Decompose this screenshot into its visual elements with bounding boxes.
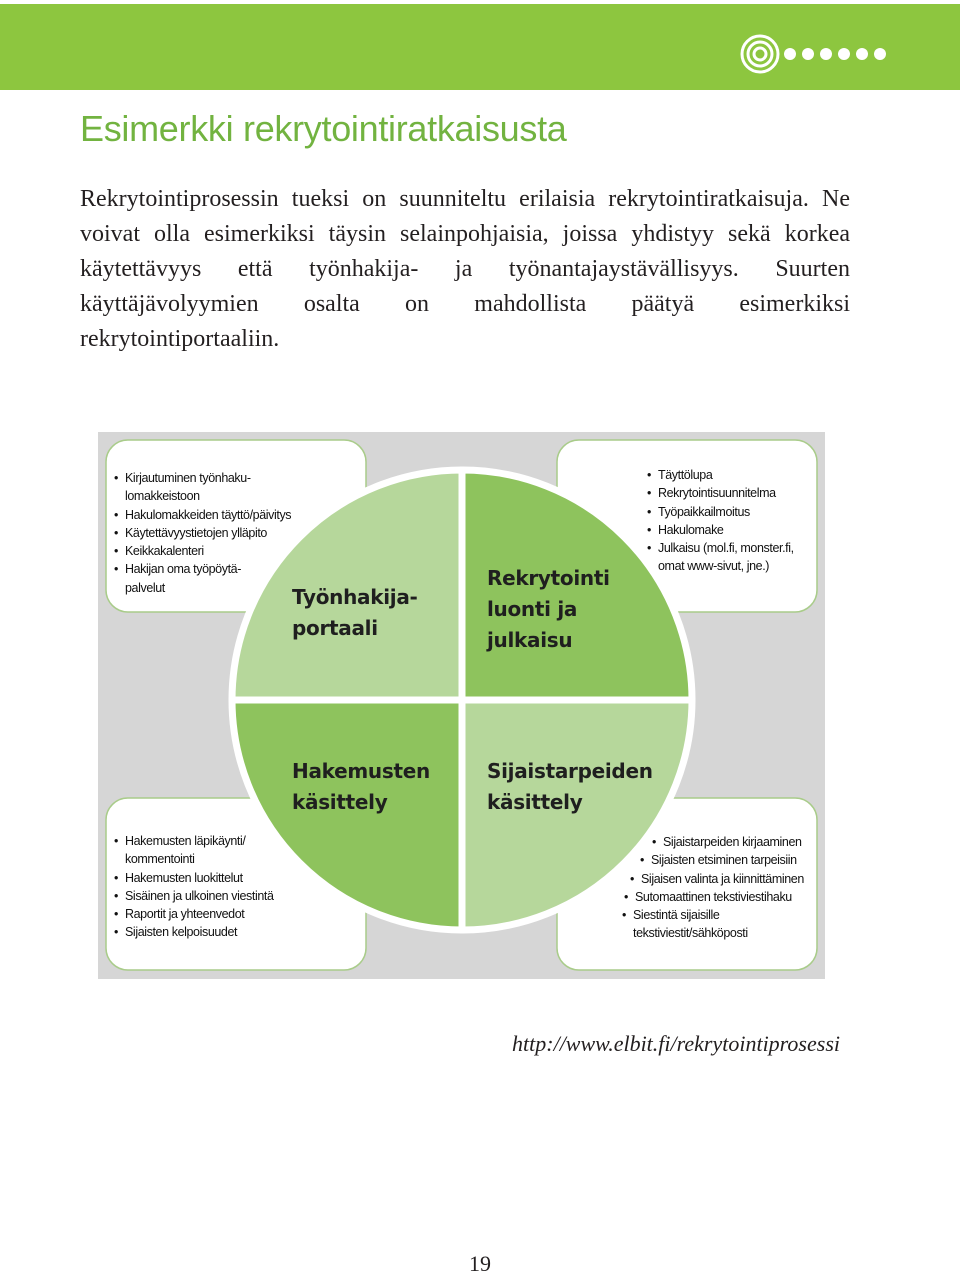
list-item: kommentointi <box>125 852 195 867</box>
list-item: • Sutomaattinen tekstiviestihaku <box>624 888 804 906</box>
list-item: • Täyttölupa <box>647 466 794 484</box>
list-item: omat www-sivut, jne.) <box>658 559 770 574</box>
bullet-list-bottom-left <box>114 832 274 942</box>
concentric-circles-and-dots-logo <box>738 32 898 76</box>
list-item: lomakkeistoon <box>125 489 200 504</box>
quadrant-label-top-left: Työnhakija- portaali <box>292 585 418 640</box>
quadrant-label-bottom-right: Sijaistarpeiden käsittely <box>487 759 653 814</box>
list-item: • Hakulomakkeiden täyttö/päivitys <box>114 506 291 524</box>
list-item: • Käytettävyystietojen ylläpito <box>114 524 291 542</box>
list-item: • Hakemusten luokittelut <box>114 869 274 887</box>
quadrant-label-top-right: Rekrytointi luonti ja julkaisu <box>487 566 610 652</box>
bullet-list-bottom-right <box>620 833 804 943</box>
list-item: • Sijaisten etsiminen tarpeisiin <box>640 851 804 869</box>
list-item: palvelut <box>125 580 165 595</box>
source-url: http://www.elbit.fi/rekrytointiprosessi <box>512 1031 840 1056</box>
list-item: • Sijaistarpeiden kirjaaminen <box>652 833 804 851</box>
list-item: • Rekrytointisuunnitelma <box>647 484 794 502</box>
page-title: Esimerkki rekrytointiratkaisusta <box>80 108 567 149</box>
bullet-list-top-left <box>114 469 291 597</box>
list-item: • Julkaisu (mol.fi, monster.fi, <box>647 539 794 557</box>
list-item: • Hakemusten läpikäynti/ <box>114 832 274 850</box>
list-item: • Sijaisen valinta ja kiinnittäminen <box>630 870 804 888</box>
list-item: • Keikkakalenteri <box>114 542 291 560</box>
list-item: • Hakulomake <box>647 521 794 539</box>
list-item: • Kirjautuminen työnhaku- <box>114 469 291 487</box>
quadrant-label-bottom-left: Hakemusten käsittely <box>292 759 430 814</box>
list-item: • Hakijan oma työpöytä- <box>114 560 291 578</box>
list-item: • Siestintä sijaisille <box>622 906 804 924</box>
page-number: 19 <box>469 1251 491 1276</box>
list-item: • Sisäinen ja ulkoinen viestintä <box>114 887 274 905</box>
list-item: • Työpaikkailmoitus <box>647 503 794 521</box>
body-paragraph: Rekrytointiprosessin tueksi on suunniteltu erilaisia rekrytointiratkaisuja. Ne voivat olla esimerkiksi täysin selainpohjaisia, joissa yhdistyy sekä korkea käytettävyys että työnhakija- ja työnantajaystävällisyys. Suurten käyttäjävolyymien osalta on mahdollista päätyä esimerkiksi rekrytointiportaaliin. <box>80 186 850 352</box>
bullet-list-top-right <box>647 466 794 576</box>
list-item: • Sijaisten kelpoisuudet <box>114 923 274 941</box>
recruitment-diagram <box>98 432 825 979</box>
list-item: tekstiviestit/sähköposti <box>633 926 748 941</box>
list-item: • Raportit ja yhteenvedot <box>114 905 274 923</box>
